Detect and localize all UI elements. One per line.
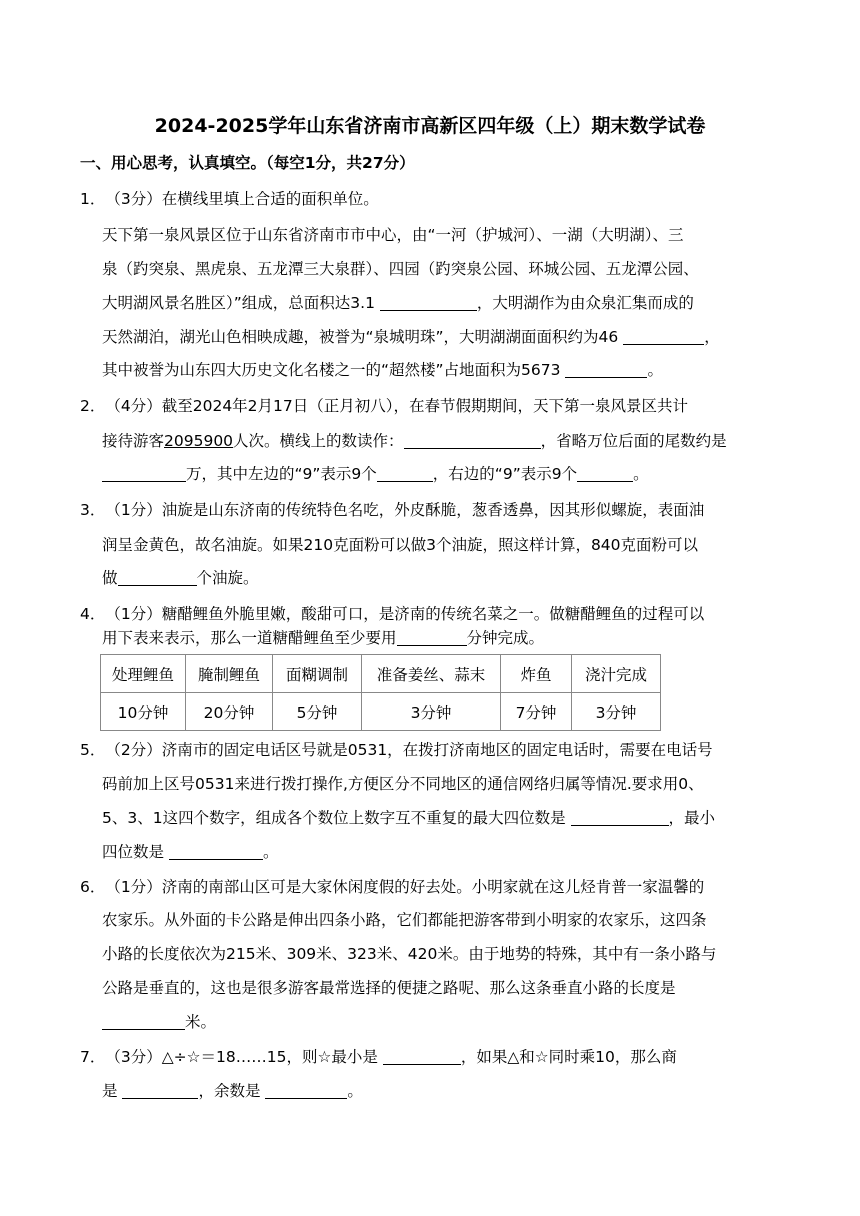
question-text: 小路的长度依次为215米、309米、323米、420米。由于地势的特殊，其中有一条小路与: [102, 945, 717, 963]
question-text-line: [102, 357, 663, 383]
question-text: （2分）济南市的固定电话区号就是0531，在拨打济南地区的固定电话时，需要在电话号: [105, 741, 713, 759]
question-text: 个油旋。: [196, 569, 259, 587]
table-cell: 7分钟: [501, 693, 572, 731]
question-text-line: [102, 839, 278, 865]
question-text: 米。: [185, 1013, 217, 1031]
question-text: ，: [704, 328, 720, 346]
question-2-header: [80, 393, 688, 419]
question-text: 四位数是: [102, 843, 165, 861]
question-number: 6．: [80, 878, 106, 896]
table-cell: 腌制鲤鱼: [186, 655, 273, 693]
answer-blank[interactable]: [383, 1047, 461, 1065]
question-text: 。: [262, 843, 279, 861]
answer-blank[interactable]: [265, 1081, 347, 1099]
question-text: 天然湖泊，湖光山色相映成趣，被誉为“泉城明珠”，大明湖湖面面积约为46: [102, 328, 619, 346]
question-text: 万，其中左边的“9”表示9个: [186, 465, 377, 483]
answer-blank[interactable]: [102, 1012, 185, 1030]
question-4-header: [80, 601, 704, 627]
answer-blank[interactable]: [380, 293, 477, 311]
table-cell: 3分钟: [362, 693, 501, 731]
table-cell: 炸鱼: [501, 655, 572, 693]
table-cell: 处理鲤鱼: [101, 655, 186, 693]
question-text: 分钟完成。: [466, 629, 545, 647]
question-text: 是: [102, 1082, 118, 1100]
question-1-header: [80, 186, 379, 212]
table-row: [101, 693, 661, 731]
page-title: 2024-2025学年山东省济南市高新区四年级（上）期末数学试卷: [154, 115, 706, 137]
question-text: 公路是垂直的，这也是很多游客最常选择的便捷之路呢、那么这条垂直小路的长度是: [102, 979, 676, 997]
question-text: （1分）济南的南部山区可是大家休闲度假的好去处。小明家就在这儿烃肯普一家温馨的: [105, 878, 705, 896]
question-text: ，省略万位后面的尾数约是: [540, 432, 727, 450]
table-cell: 10分钟: [101, 693, 186, 731]
table-cell: 3分钟: [572, 693, 661, 731]
question-text: 泉（趵突泉、黑虎泉、五龙潭三大泉群）、四园（趵突泉公园、环城公园、五龙潭公园、: [102, 260, 699, 278]
question-number: 2．: [80, 397, 106, 415]
question-text: 人次。横线上的数读作：: [233, 432, 404, 450]
answer-blank[interactable]: [565, 360, 647, 378]
underlined-number: 2095900: [164, 432, 234, 450]
answer-blank[interactable]: [623, 327, 704, 345]
section-heading: 一、用心思考，认真填空。（每空1分，共27分）: [80, 154, 415, 172]
question-text: 。: [347, 1082, 363, 1100]
question-text: （1分）糖醋鲤鱼外脆里嫩，酸甜可口，是济南的传统名菜之一。做糖醋鲤鱼的过程可以: [105, 605, 705, 623]
process-table: [100, 654, 661, 731]
question-text: 。: [647, 361, 663, 379]
question-text-line: [102, 324, 720, 350]
question-text-line: [102, 461, 649, 487]
question-text-line: [102, 1009, 216, 1035]
question-text: 其中被誉为山东四大历史文化名楼之一的“超然楼”占地面积为5673: [102, 361, 561, 379]
table-cell: 准备姜丝、蒜末: [362, 655, 501, 693]
table-cell: 20分钟: [186, 693, 273, 731]
question-text: （1分）油旋是山东济南的传统特色名吃，外皮酥脆，葱香透鼻，因其形似螺旋，表面油: [105, 501, 705, 519]
question-text-line: [102, 428, 727, 454]
question-text: 农家乐。从外面的卡公路是伸出四条小路，它们都能把游客带到小明家的农家乐，这四条: [102, 911, 707, 929]
question-text-line: [102, 805, 715, 831]
question-number: 4．: [80, 605, 106, 623]
question-5-header: [80, 737, 713, 763]
question-text-line: [102, 1078, 363, 1104]
question-text: 码前加上区号0531来进行拨打操作,方便区分不同地区的通信网络归属等情况.要求用0、: [102, 775, 704, 793]
answer-blank[interactable]: [397, 628, 467, 646]
question-text: 用下表来表示，那么一道糖醋鲤鱼至少要用: [102, 629, 397, 647]
answer-blank[interactable]: [122, 1081, 198, 1099]
table-cell: 浇汁完成: [572, 655, 661, 693]
answer-blank[interactable]: [571, 808, 669, 826]
question-text: （4分）截至2024年2月17日（正月初八），在春节假期期间，天下第一泉风景区共计: [105, 397, 689, 415]
question-text: ，右边的“9”表示9个: [432, 465, 578, 483]
answer-blank[interactable]: [102, 464, 186, 482]
question-text-line: [102, 625, 544, 651]
table-row: [101, 655, 661, 693]
answer-blank[interactable]: [118, 568, 197, 586]
question-text: （3分）△÷☆＝18……15，则☆最小是: [105, 1048, 378, 1066]
question-text: 做: [102, 569, 118, 587]
question-text: 大明湖风景名胜区）”组成，总面积达3.1: [102, 294, 375, 312]
answer-blank[interactable]: [169, 842, 263, 860]
question-text: 天下第一泉风景区位于山东省济南市市中心，由“一河（护城河）、一湖（大明湖）、三: [102, 226, 684, 244]
question-text: ，最小: [668, 809, 716, 827]
question-3-header: [80, 497, 704, 523]
question-7-header: [80, 1044, 677, 1070]
question-text: 润呈金黄色，故名油旋。如果210克面粉可以做3个油旋，照这样计算，840克面粉可以: [102, 536, 699, 554]
answer-blank[interactable]: [404, 431, 541, 449]
question-text: ，大明湖作为由众泉汇集而成的: [476, 294, 694, 312]
question-text: （3分）在横线里填上合适的面积单位。: [105, 190, 379, 208]
question-text: ，余数是: [198, 1082, 261, 1100]
question-number: 7．: [80, 1048, 106, 1066]
question-text: 5、3、1这四个数字，组成各个数位上数字互不重复的最大四位数是: [102, 809, 566, 827]
question-text: 。: [633, 465, 649, 483]
table-cell: 面糊调制: [273, 655, 362, 693]
question-text: ，如果△和☆同时乘10，那么商: [460, 1048, 677, 1066]
answer-blank[interactable]: [577, 464, 633, 482]
question-number: 5．: [80, 741, 106, 759]
question-text: 接待游客: [102, 432, 165, 450]
table-cell: 5分钟: [273, 693, 362, 731]
question-text-line: [102, 290, 694, 316]
question-number: 3．: [80, 501, 106, 519]
question-number: 1．: [80, 190, 106, 208]
question-text-line: [102, 565, 259, 591]
question-6-header: [80, 874, 704, 900]
answer-blank[interactable]: [377, 464, 433, 482]
